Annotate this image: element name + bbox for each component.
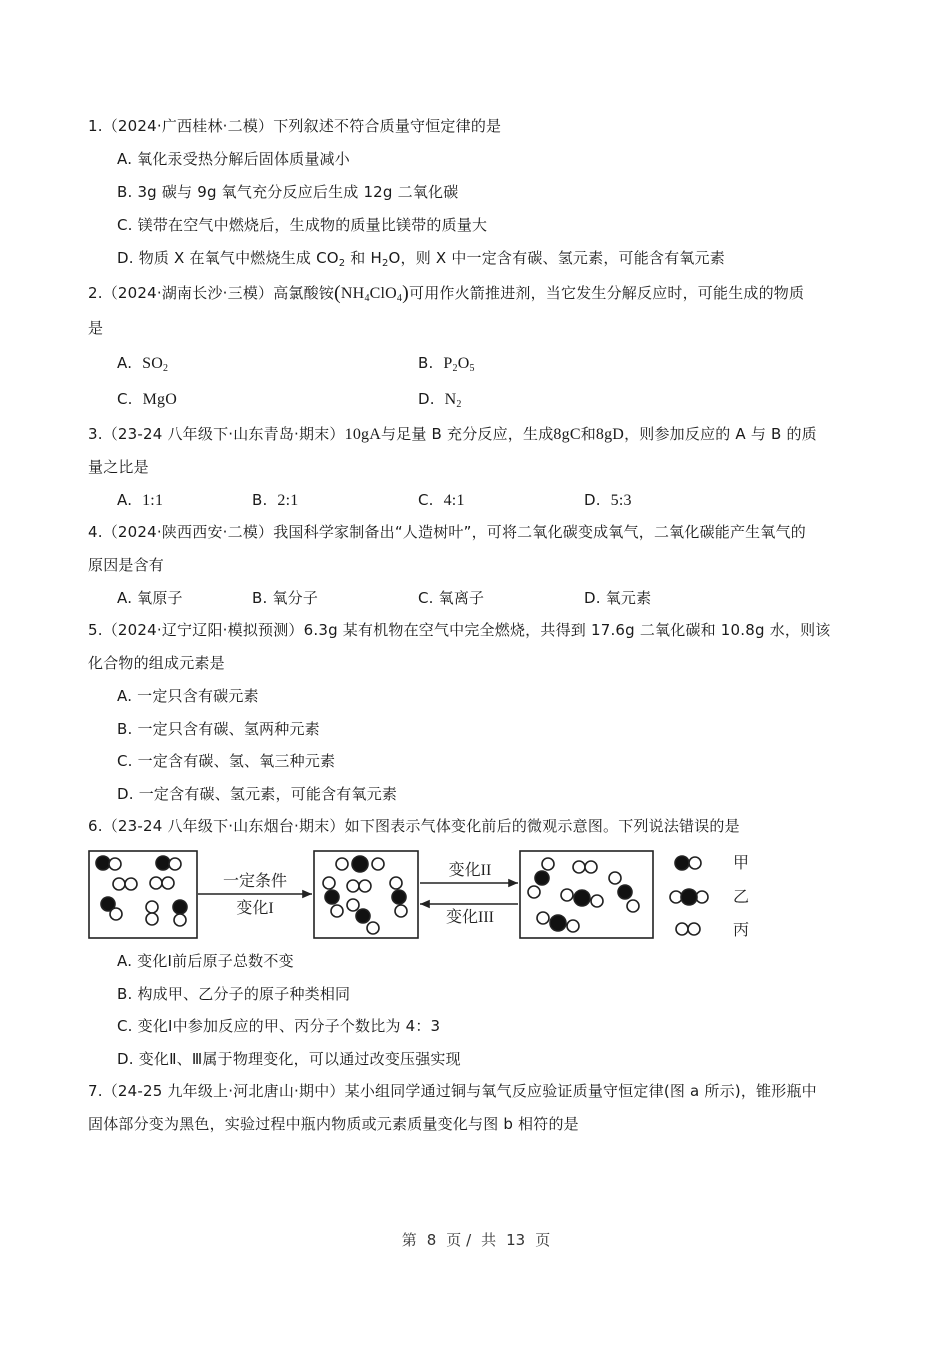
option-text: 物质 X 在氧气中燃烧生成 CO	[138, 249, 339, 267]
question-text: 如下图表示气体变化前后的微观示意图。下列说法错误的是	[344, 817, 740, 835]
quantity: 8gD	[595, 426, 625, 443]
question-source: （23-24 八年级下·山东烟台·期末）	[102, 817, 345, 835]
question-number: 1.	[88, 117, 103, 135]
q2-option-b[interactable]	[418, 353, 475, 374]
question-text: 下列叙述不符合质量守恒定律的是	[273, 117, 502, 135]
close-paren: )	[402, 282, 409, 304]
q4-option-d[interactable]	[584, 588, 651, 608]
question-3-stem-cont: 量之比是	[88, 458, 149, 476]
option-formula: MgO	[142, 391, 177, 408]
option-text: 和 H	[345, 249, 382, 267]
option-text: 构成甲、乙分子的原子种类相同	[137, 985, 351, 1003]
molecule-diagram	[88, 848, 768, 943]
formula-part: O	[457, 355, 470, 372]
footer-text: 第	[401, 1231, 417, 1249]
option-label: B.	[252, 491, 268, 509]
footer-text: 页	[535, 1231, 551, 1249]
question-source: （2024·陕西西安·二模）	[102, 523, 274, 541]
option-formula	[142, 355, 168, 372]
current-page-number: 8	[426, 1231, 437, 1249]
option-label: B.	[117, 183, 133, 201]
footer-text: 页 /	[446, 1231, 472, 1249]
option-text: 变化Ⅱ、Ⅲ属于物理变化，可以通过改变压强实现	[138, 1050, 461, 1068]
option-label: D.	[418, 390, 435, 408]
question-5-stem	[88, 620, 831, 640]
question-text: 与足量 B 充分反应，生成	[380, 425, 554, 443]
question-2-stem	[88, 283, 804, 304]
q6-option-a[interactable]	[117, 951, 294, 971]
option-text: 3g 碳与 9g 氧气充分反应后生成 12g 二氧化碳	[137, 183, 459, 201]
q6-option-d[interactable]	[117, 1049, 461, 1069]
question-2-stem-cont: 是	[88, 319, 104, 337]
question-7-stem	[88, 1081, 817, 1101]
option-label: D.	[117, 249, 134, 267]
q1-option-a[interactable]	[117, 149, 350, 169]
subscript: 2	[452, 363, 458, 374]
q5-option-a[interactable]	[117, 686, 259, 706]
question-4-stem-cont: 原因是含有	[88, 556, 165, 574]
option-text: 氧元素	[605, 589, 652, 607]
option-label: C.	[117, 390, 133, 408]
subscript: 2	[338, 258, 346, 269]
question-source: （2024·辽宁辽阳·模拟预测）	[102, 621, 304, 639]
option-label: D.	[117, 785, 134, 803]
q3-option-c[interactable]	[418, 490, 465, 511]
q1-option-d[interactable]	[117, 248, 725, 268]
question-text: 可用作火箭推进剂，当它发生分解反应时，可能生成的物质	[409, 284, 805, 302]
question-text: 某小组同学通过铜与氧气反应验证质量守恒定律(图 a 所示)，锥形瓶中	[344, 1082, 817, 1100]
open-paren: (	[334, 282, 341, 304]
option-text: 镁带在空气中燃烧后，生成物的质量比镁带的质量大	[137, 216, 488, 234]
option-text: O，则 X 中一定含有碳、氢元素，可能含有氧元素	[388, 249, 725, 267]
option-text: 2:1	[277, 492, 299, 509]
question-1-stem	[88, 116, 501, 136]
option-label: D.	[584, 589, 601, 607]
q4-option-b[interactable]	[252, 588, 318, 608]
option-text: 氧化汞受热分解后固体质量减小	[137, 150, 350, 168]
option-text: 1:1	[142, 492, 164, 509]
question-text: 6.3g 某有机物在空气中完全燃烧，共得到 17.6g 二氧化碳和 10.8g 水，则该	[303, 621, 831, 639]
q5-option-d[interactable]	[117, 784, 397, 804]
option-label: C.	[418, 491, 434, 509]
option-label: B.	[117, 985, 133, 1003]
option-text: 氧分子	[272, 589, 319, 607]
option-text: 变化Ⅰ前后原子总数不变	[137, 952, 294, 970]
quantity: 8gC	[553, 426, 581, 443]
q5-option-c[interactable]	[117, 751, 335, 771]
q1-option-b[interactable]	[117, 182, 458, 202]
subscript: 2	[162, 363, 169, 374]
option-formula	[445, 391, 462, 408]
arrow1-top-label: 一定条件	[222, 873, 288, 890]
formula	[341, 285, 402, 302]
question-number: 6.	[88, 817, 103, 835]
option-label: A.	[117, 687, 133, 705]
q4-option-c[interactable]	[418, 588, 484, 608]
option-label: A.	[117, 952, 133, 970]
q2-option-c[interactable]	[117, 389, 177, 410]
question-3-stem	[88, 424, 817, 445]
question-source: （23-24 八年级下·山东青岛·期末）	[102, 425, 345, 443]
legend-jia: 甲	[733, 855, 750, 872]
total-page-count: 13	[506, 1231, 526, 1249]
q2-option-d[interactable]	[418, 389, 462, 410]
quantity: 10gA	[344, 426, 381, 443]
q6-option-c[interactable]	[117, 1016, 440, 1036]
option-label: C.	[117, 752, 133, 770]
q3-option-a[interactable]	[117, 490, 163, 511]
option-label: D.	[584, 491, 601, 509]
option-text: 氧原子	[137, 589, 183, 607]
question-number: 3.	[88, 425, 103, 443]
formula-part: P	[443, 355, 453, 372]
question-number: 4.	[88, 523, 103, 541]
formula-part: NH	[340, 285, 365, 302]
formula-part: SO	[142, 355, 163, 372]
option-text: 5:3	[610, 492, 632, 509]
option-text: 一定只含有碳元素	[137, 687, 259, 705]
option-text: 4:1	[443, 492, 465, 509]
question-4-stem	[88, 522, 806, 542]
option-text: 一定只含有碳、氢两种元素	[137, 720, 320, 738]
q5-option-b[interactable]	[117, 719, 320, 739]
option-text: 氧离子	[438, 589, 485, 607]
question-5-stem-cont: 化合物的组成元素是	[88, 654, 225, 672]
option-label: B.	[252, 589, 268, 607]
page-footer	[0, 1229, 952, 1250]
question-6-stem	[88, 816, 740, 836]
question-text: ，则参加反应的 A 与 B 的质	[624, 425, 817, 443]
option-label: C.	[117, 216, 133, 234]
option-label: A.	[117, 354, 133, 372]
option-label: D.	[117, 1050, 134, 1068]
question-7-stem-cont: 固体部分变为黑色，实验过程中瓶内物质或元素质量变化与图 b 相符的是	[88, 1115, 579, 1133]
question-text: 和	[580, 425, 596, 443]
footer-text: 共	[481, 1231, 497, 1249]
subscript: 2	[381, 258, 389, 269]
subscript: 5	[469, 363, 475, 374]
option-label: A.	[117, 589, 133, 607]
question-text: 高氯酸铵	[273, 284, 335, 302]
question-source: （24-25 九年级上·河北唐山·期中）	[102, 1082, 345, 1100]
q3-option-d[interactable]	[584, 490, 632, 511]
arrow2-label: 变化II	[448, 862, 492, 879]
legend-bing: 丙	[733, 922, 750, 939]
question-number: 7.	[88, 1082, 103, 1100]
option-label: A.	[117, 150, 133, 168]
subscript: 4	[396, 293, 403, 304]
question-source: （2024·广西桂林·二模）	[102, 117, 274, 135]
q4-option-a[interactable]	[117, 588, 183, 608]
q1-option-c[interactable]	[117, 215, 487, 235]
option-label: A.	[117, 491, 133, 509]
q2-option-a[interactable]	[117, 353, 168, 374]
subscript: 2	[456, 399, 462, 410]
q3-option-b[interactable]	[252, 490, 298, 511]
q6-option-b[interactable]	[117, 984, 350, 1004]
arrow3-label: 变化III	[446, 909, 494, 926]
arrow1-bottom-label: 变化I	[236, 900, 274, 917]
legend-yi: 乙	[733, 889, 750, 906]
question-number: 2.	[88, 284, 103, 302]
option-label: C.	[418, 589, 434, 607]
option-label: B.	[418, 354, 434, 372]
option-text: 一定含有碳、氢元素，可能含有氧元素	[138, 785, 398, 803]
question-text: 我国科学家制备出“人造树叶”，可将二氧化碳变成氧气，二氧化碳能产生氧气的	[273, 523, 806, 541]
formula-part: ClO	[369, 285, 397, 302]
option-formula	[443, 355, 474, 372]
option-text: 变化Ⅰ中参加反应的甲、丙分子个数比为 4：3	[137, 1017, 441, 1035]
option-text: 一定含有碳、氢、氧三种元素	[137, 752, 336, 770]
option-label: B.	[117, 720, 133, 738]
option-label: C.	[117, 1017, 133, 1035]
question-source: （2024·湖南长沙·三模）	[102, 284, 274, 302]
question-number: 5.	[88, 621, 103, 639]
formula-part: N	[444, 391, 457, 408]
subscript: 4	[364, 293, 370, 304]
